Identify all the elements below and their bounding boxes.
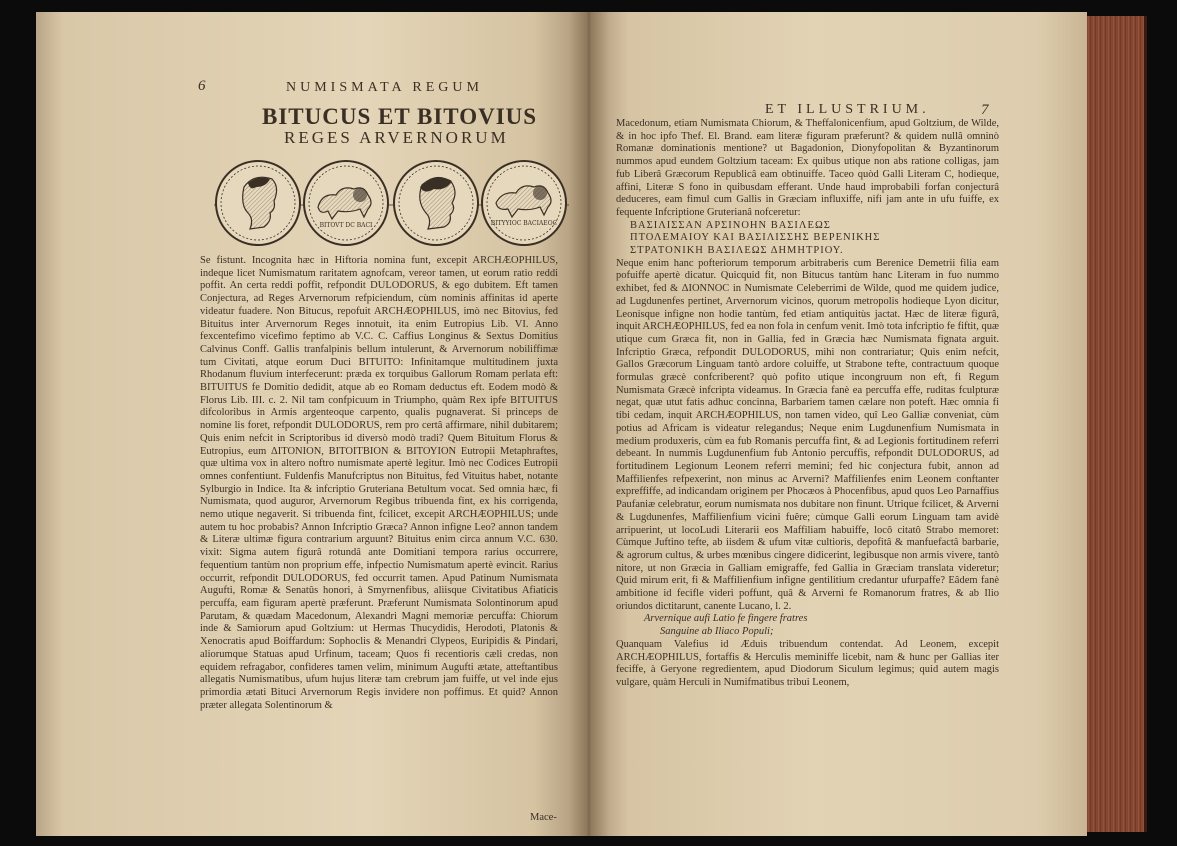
coin-reverse-lion-2 (482, 161, 566, 245)
right-body-text (616, 118, 999, 690)
page-edges (1087, 16, 1147, 832)
greek-inscription-line-1: ΒΑΣΙΛΙΣΣΑΝ ΑΡΣΙΝΟΗΝ ΒΑΣΙΛΕΩΣ (630, 219, 831, 231)
coin-obverse-head-1 (216, 161, 300, 245)
open-book (36, 12, 1144, 836)
left-page (36, 12, 589, 836)
running-head-left: NUMISMATA REGUM (286, 80, 483, 95)
page-title: BITUCUS ET BITOVIUS (262, 104, 538, 129)
catchword: Mace- (530, 812, 557, 823)
book-gutter (569, 12, 609, 836)
greek-inscription-line-3: ΣΤΡΑΤΟΝΙΚΗ ΒΑΣΙΛΕΩΣ ΔΗΜΗΤΡΙΟΥ. (630, 245, 844, 257)
left-body-text (200, 255, 558, 712)
verse-line-2: Sanguine ab Iliaco Populi; (660, 626, 774, 638)
left-paragraph: Se fistunt. Incognita hæc in Hiftoria nomina funt, excepit ARCHÆOPHILUS, indeque licet Numismatum raritatem agnofcam, vereor tamen, ut eorum ratio reddi poffit. An certa reddi poffit, refpondit DULODORUS, & ego dubitem. Eft tamen Conjectura, ad Reges Arvernorum refpiciendum, cùm nominis affinitas id aperte videatur fuadere. Non Bitucus, repofuit ARCHÆOPHILUS, imò nec Bitovius, fed Bituitus inter Arvernorum Reges innotuit, ita enim Eutropius Lib. VI. Anno fexcentefimo vicefimo feptimo ab V.C. C. Caffius Longinus & Sextus Domitius Calvinus Conff. Gallis tranfalpinis bellum intulerunt, & Arvernorum nobiliffimæ tum Civitati, atque eorum Duci BITUITO: Infinitamque multitudinem juxta Rhodanum fluvium interfecerunt: præda ex torquibus Gallorum Romam perlata eft: BITUITUS fe Domitio dedidit, atque ab eo Romam deductus eft. Eodem modò & Florus Lib. III. c. 2. Nil tam confpicuum in Triumpho, quàm Rex ipfe BITUITUS difcoloribus in Armis argenteoque carpento, qualis pugnaverat. Si princeps de nomine lis foret, refpondit DULODORUS, rem pro certâ affirmare, nihil dubitarem; Quis enim nefcit in Scriptoribus id diversò modò tradi? Quem Bituitum Florus & Eutropius, eum ΔΙΤΟΝΙΟΝ, ΒΙΤΟΙΤΒΙΟΝ & ΒΙΤΟΥΙΟΝ Eutropii Metaphraftes, quæ ultima vox in altero noftro numismate apertè legitur. Imò nec Codices Eutropii omnes confentiunt. Fuldenfis Manufcriptus non Bituitus, fed Vituitus habet, notante Sylburgio in Indice. Ita & infcriptio Gruteriana Betultum vocat. Sed omnia hæc, fi Numismata, quod auguror, Arvernorum Regibus tribuenda fint, ex his corrigenda, nemo utique negaverit. Si tribuenda fint, fcilicet, excepit ARCHÆOPHILUS; unde autem tu hoc probabis? Annon Infcriptio Græca? Annon infigne Leo? annon tandem & Literæ ultimæ figura contrarium arguunt? Bituitus enim circa annum V.C. 630. vixit: Sigma autem figurâ rotundâ ante Domitiani tempora rarius occurrere, fequentium tantùm non proprium effe, infpectio Numismatum apertè evincit. Rarius occurrit, refpondit DULODORUS, fed occurrit tamen. Apud Patinum Numismata Augufti, Romæ & Senatûs honori, à Smyrnenfibus, aliisque Civitatibus Afiaticis percuffa, eam figuram apertè præferunt. Præferunt Numismata Solontinorum apud Parutam, & quædam Macedonum, Alexandri Magni memoriæ percuffa: Chiorum inde & Samiorum apud Goltzium: ut Hermas Thucydidis, Herodoti, Platonis & Xenocratis apud Boiffardum: Sophoclis & Menandri Clypeos, Euripidis & Pindari, aliorumque Statuas apud Urfinum, taceam; Quos fi recentioris cæli credas, non equidem refragabor, confideres tamen velim, minimum Augufti ætate, atteftantibus allegatis Numismatibus, ufum hujus literæ tam crebrum jam fuiffe, ut vel inde ejus primordia ætati Bituci Arvernorum Regis invidere non poffimus. Et quid? Annon præter allegata Solentinorum & (200, 255, 558, 711)
page-subtitle: REGES ARVERNORUM (284, 128, 509, 147)
coin-obverse-head-2 (394, 161, 478, 245)
greek-inscription-line-2: ΠΤΟΛΕΜΑΙΟΥ ΚΑΙ ΒΑΣΙΛΙΣΣΗΣ ΒΕΡΕΝΙΚΗΣ (630, 232, 881, 244)
running-head-right: ET ILLUSTRIUM. (765, 102, 930, 117)
coin-legend-2: BITYYIOC BACIAEOC (490, 220, 558, 227)
right-page (589, 12, 1087, 836)
right-paragraph-2: Neque enim hanc pofteriorum temporum arbitraberis cum Berenice Demetrii filia eam pofuiffe apertè dicatur. Quicquid fit, non Bitucus tantùm hanc Literam in fuo nummo exhibet, fed & ΔΙΟΝΝΟC in Numismate Celeberrimi de Wilde, quod me quidem judice, ad Lugdunenfes pertinet, Arvernorum vicinos, quorum metropolis hodieque Lyon dicitur, Leonisque infigne non hodie tantùm, fed etiam antiquitùs jactat. Hæc de literæ figurâ, inquit ARCHÆOPHILUS, fed ea non fola in cenfum venit. Imò tota infcriptio fe fiftit, quæ utique cum Græca fit, non in Gallia, fed in Græcia hæc Numismata fignata arguit. Infcriptio Græca, refpondit DULODORUS, mihi non contrariatur; Quis enim nefcit, Gallos Græcorum Linguam tantò ardore coluiffe, ut Strabone tefte, contractuum quoque formulas græcè confcriberent? quò pofito utique incongruum non eft, fi Regum Numismata Græcè infcripta videamus. In Græcia fanè ea percuffa effe, ruditas fculpturæ negat, quæ utut fatis adhuc concinna, Barbariem tamen cælare non poteft. Hæc omnia fi tibi cedam, inquit ARCHÆOPHILUS, non tamen video, quî Leo Galliæ conveniat, cùm potius ad Africam is videatur relegandus; Neque enim Lugdunenfium Numismata in medium produxeris, cùm ea fub Romanis percuffa fint, & ad Legionis fortitudinem referri debeant. In nummis Lugdunenfium fub Antonio percuffis, refpondit DULODORUS, ad fortitudinem Legionum Leonem referri memini; fed hic conjectura fubit, annon ad Maffilienfes refpexerint, non minus ac Arverni? Maffilienfes enim Leonem conftanter expreffiffe, ad indicandam originem per Phocæos à Phocenfibus, apud quos Leo Parnaffius Paufaniæ celebratur, eorum numismata nos dubitare non finunt. Utrique fcilicet, & Arverni & Lugdunenfes, Maffilienfium vicini fuêre; cùmque Galli eorum Linguam tam avidè arripuerint, ut locoLudi Literarii eos Maffiliam habuiffe, locô citatô Strabo memoret: Cùmque Juftino tefte, ab iisdem & ufum vitæ cultioris, depofitâ & manfuefactâ barbarie, & agrorum cultus, & urbes mœnibus cingere didicerint, legibusque non armis vivere, tantò nitore, ut non Græcia in Galliam emigraffe, fed Gallia in Græciam translata videretur; Quid mirum erit, fi & Maffilienfium infigne gentilitium credantur ufurpaffe? Eâdem fanè ambitione id fecifle videri poffunt, quâ & Arverni fe Romanorum fratres, & ab Ilio oriundos dictitarunt, canente Lucano, l. 2. (616, 257, 999, 612)
page-number-left: 6 (198, 78, 206, 94)
right-paragraph-3: Quanquam Valefius id Æduis tribuendum contendat. Ad Leonem, excepit ARCHÆOPHILUS, fortaffis & Herculis meminiffe licebit, nam & hunc per Gallias iter feciffe, à Geryone regredientem, apud Diodorum Siculum legimus; quid autem magis vulgare, quàm Herculi in Numifmatibus tribui Leonem, (616, 638, 999, 688)
coin-reverse-lion-1 (304, 161, 388, 245)
verse-line-1: Arvernique aufi Latio fe fingere fratres (644, 613, 808, 625)
page-number-right: 7 (981, 102, 989, 118)
right-paragraph-1: Macedonum, etiam Numismata Chiorum, & Theffalonicenfium, apud Goltzium, de Wilde, & in hoc ipfo Thef. El. Brand. eam literæ figuram præferunt? & quidem nullâ omninò Romanæ dominationis mentione? ut Bagadonion, Dionyfopolitan & Byzantinorum nummos apud eundem Goltzium taceam: Ex quibus utique non abs ratione colligas, jam fub Liberâ Græcorum Republicâ eam obtinuiffe. Taceo quòd Galli Literam C, hodieque, affini, Literæ S fono in quibusdam efferant. Unde haud improbabili forfan conjecturâ deduceres, eam fimul cum Gallis in Græciam influxiffe, nifi jam ante in ufu fuiffe, ex fequente Infcriptione Gruterianâ nofceretur: (616, 118, 999, 218)
coin-legend-1: BITOVT DC BACI (319, 222, 373, 229)
coin-illustrations (214, 157, 569, 249)
